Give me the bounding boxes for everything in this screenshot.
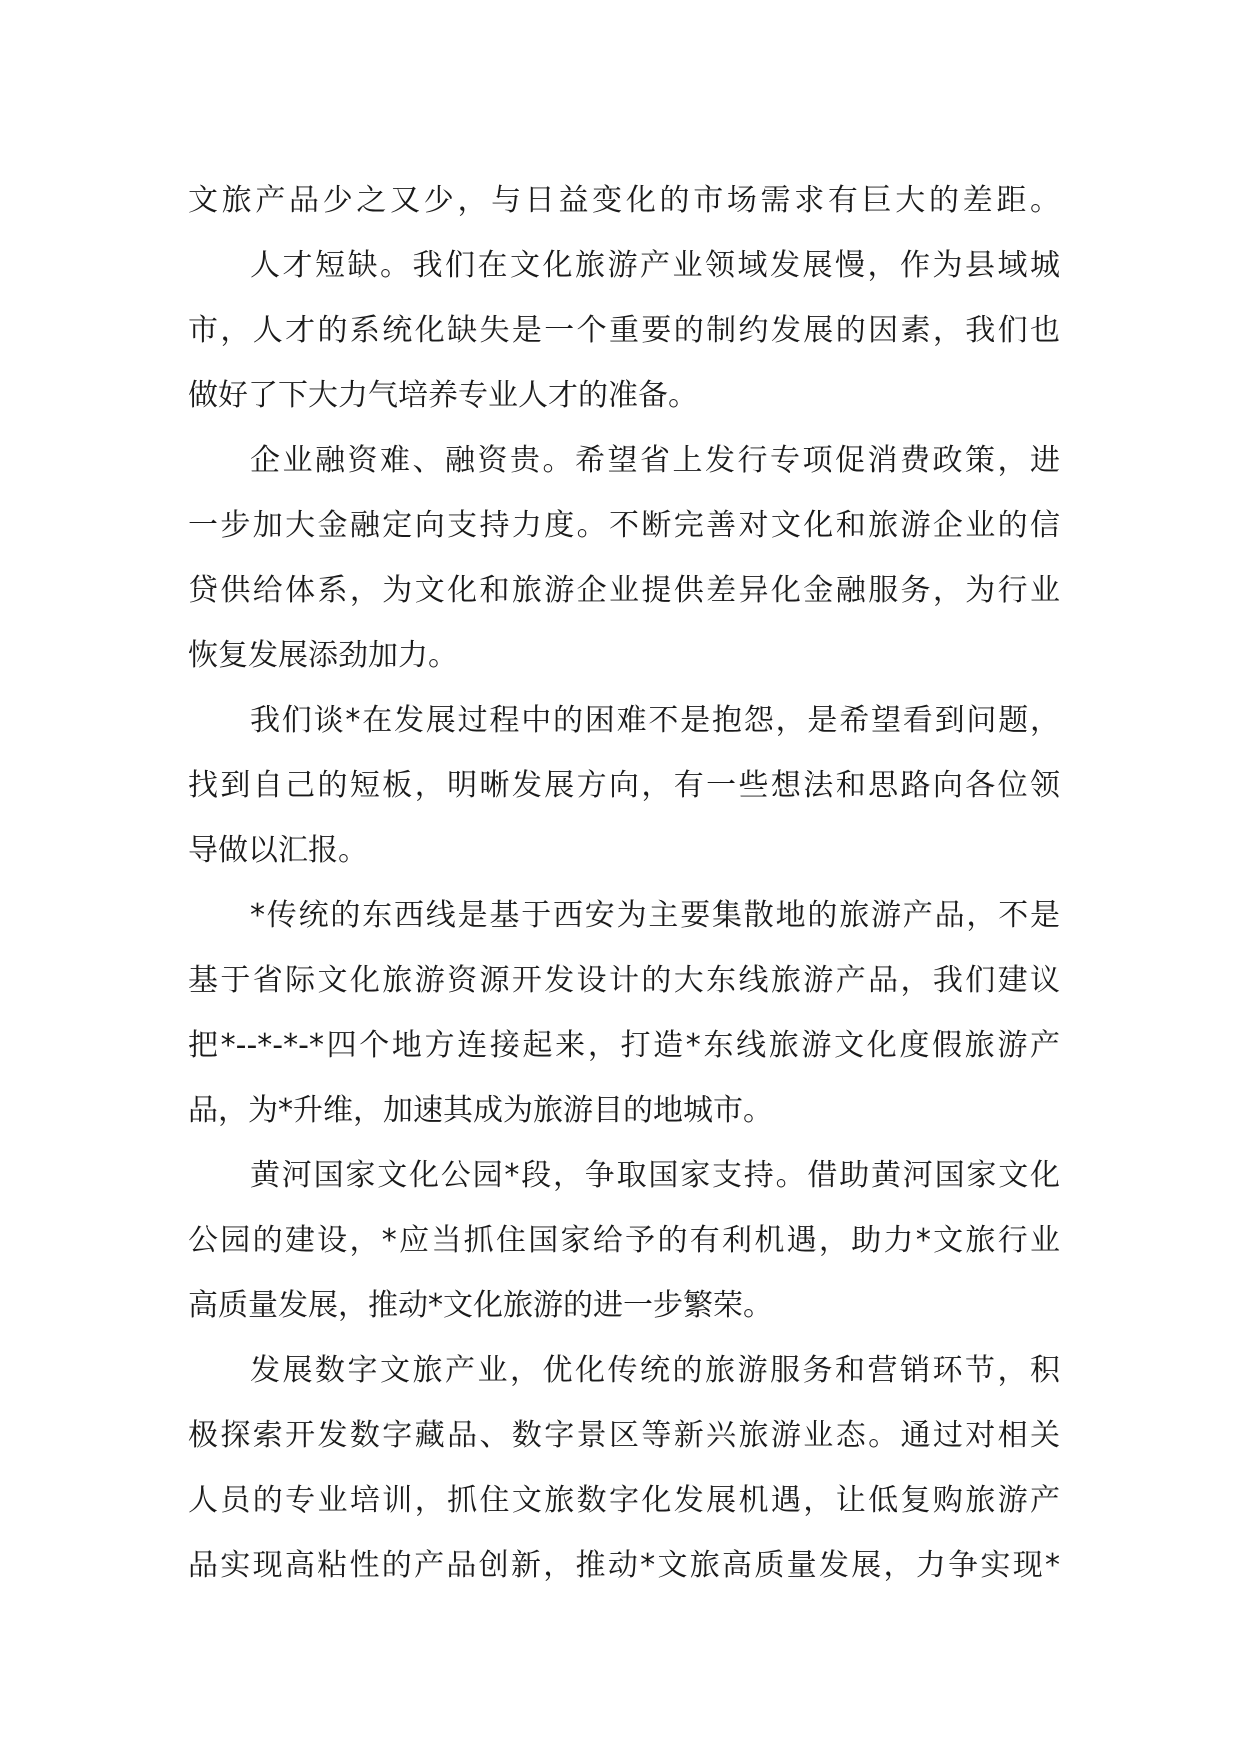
text-line: 做好了下大力气培养专业人才的准备。 — [188, 378, 698, 413]
text-line: 贷供给体系，为文化和旅游企业提供差异化金融服务，为行业 — [188, 573, 1060, 608]
paragraph — [188, 688, 1060, 883]
text-line: 基于省际文化旅游资源开发设计的大东线旅游产品，我们建议 — [188, 963, 1060, 998]
text-line: 市，人才的系统化缺失是一个重要的制约发展的因素，我们也 — [188, 313, 1060, 348]
text-line: 我们谈*在发展过程中的困难不是抱怨，是希望看到问题， — [250, 703, 1060, 738]
paragraph — [188, 428, 1060, 688]
paragraph — [188, 233, 1060, 428]
text-line: 人才短缺。我们在文化旅游产业领域发展慢，作为县域城 — [250, 248, 1060, 283]
text-line: 找到自己的短板，明晰发展方向，有一些想法和思路向各位领 — [188, 768, 1060, 803]
text-line: 企业融资难、融资贵。希望省上发行专项促消费政策，进 — [250, 443, 1060, 478]
paragraph — [188, 168, 1060, 233]
text-line: 黄河国家文化公园*段，争取国家支持。借助黄河国家文化 — [250, 1158, 1060, 1193]
text-line: 恢复发展添劲加力。 — [188, 638, 458, 673]
text-line: 高质量发展，推动*文化旅游的进一步繁荣。 — [188, 1288, 773, 1323]
text-line: 公园的建设，*应当抓住国家给予的有利机遇，助力*文旅行业 — [188, 1223, 1060, 1258]
text-line: *传统的东西线是基于西安为主要集散地的旅游产品，不是 — [250, 898, 1060, 933]
text-line: 文旅产品少之又少，与日益变化的市场需求有巨大的差距。 — [188, 183, 1060, 218]
text-line: 极探索开发数字藏品、数字景区等新兴旅游业态。通过对相关 — [188, 1418, 1060, 1453]
text-line: 品，为*升维，加速其成为旅游目的地城市。 — [188, 1093, 773, 1128]
text-line: 把*--*-*-*四个地方连接起来，打造*东线旅游文化度假旅游产 — [188, 1028, 1060, 1063]
text-line: 导做以汇报。 — [188, 833, 368, 868]
text-line: 发展数字文旅产业，优化传统的旅游服务和营销环节，积 — [250, 1353, 1060, 1388]
text-line: 一步加大金融定向支持力度。不断完善对文化和旅游企业的信 — [188, 508, 1060, 543]
text-line: 品实现高粘性的产品创新，推动*文旅高质量发展，力争实现* — [188, 1548, 1060, 1583]
paragraph — [188, 1338, 1060, 1598]
text-line: 人员的专业培训，抓住文旅数字化发展机遇，让低复购旅游产 — [188, 1483, 1060, 1518]
document-body — [188, 168, 1060, 1598]
paragraph — [188, 1143, 1060, 1338]
paragraph — [188, 883, 1060, 1143]
